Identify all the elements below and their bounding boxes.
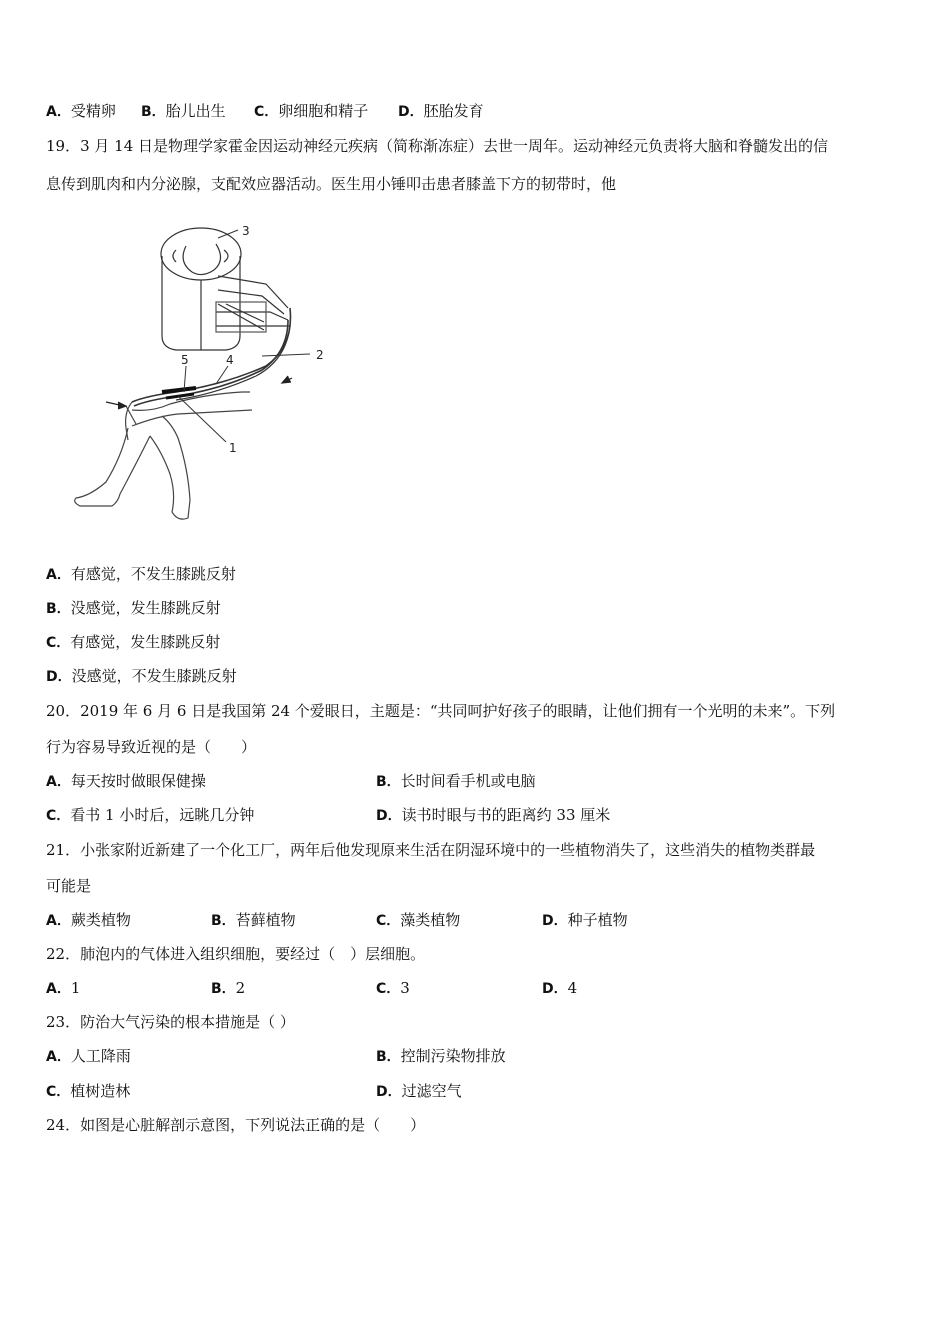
q21-option-c: C．藻类植物	[376, 911, 461, 929]
q22-option-b: B．2	[211, 979, 246, 997]
q22-option-c: C．3	[376, 979, 410, 997]
q20-option-c: C．看书 1 小时后，远眺几分钟	[46, 806, 255, 824]
q21-option-d: D．种子植物	[542, 911, 628, 929]
q24-stem: 24．如图是心脏解剖示意图，下列说法正确的是（ ）	[46, 1116, 426, 1134]
q21-option-b: B．苔藓植物	[211, 911, 296, 929]
q20-option-a: A．每天按时做眼保健操	[46, 772, 206, 790]
q19-option-a: A．有感觉，不发生膝跳反射	[46, 565, 236, 583]
figure-label-2: 2	[316, 348, 324, 362]
q23-option-a: A．人工降雨	[46, 1047, 131, 1065]
q21-option-a: A．蕨类植物	[46, 911, 131, 929]
knee-jerk-reflex-diagram	[66, 216, 336, 528]
q18-option-b: B．胎儿出生	[141, 102, 226, 120]
q20-option-d: D．读书时眼与书的距离约 33 厘米	[376, 806, 611, 824]
spinal-cord-illustration	[161, 228, 290, 350]
reflex-arc-nerves	[132, 308, 291, 406]
q21-stem-line1: 21．小张家附近新建了一个化工厂，两年后他发现原来生活在阴湿环境中的一些植物消失了，这些消失的植物类群最	[46, 841, 816, 859]
q22-option-a: A．1	[46, 979, 81, 997]
q19-option-c: C．有感觉，发生膝跳反射	[46, 633, 221, 651]
q19-stem-line2: 息传到肌肉和内分泌腺，支配效应器活动。医生用小锤叩击患者膝盖下方的韧带时，他	[46, 175, 617, 193]
figure-label-1: 1	[229, 441, 237, 455]
q23-option-d: D．过滤空气	[376, 1082, 462, 1100]
q22-option-d: D．4	[542, 979, 578, 997]
q19-stem-line1: 19．3 月 14 日是物理学家霍金因运动神经元疾病（简称渐冻症）去世一周年。运动神经元负责将大脑和脊髓发出的信	[46, 137, 829, 155]
q23-stem: 23．防治大气污染的根本措施是（ ）	[46, 1013, 295, 1031]
figure-label-5: 5	[181, 353, 189, 367]
q23-option-b: B．控制污染物排放	[376, 1047, 506, 1065]
q21-stem-line2: 可能是	[46, 877, 92, 895]
q19-option-d: D．没感觉，不发生膝跳反射	[46, 667, 237, 685]
leg-illustration	[75, 392, 252, 519]
q18-option-a: A．受精卵	[46, 102, 116, 120]
q23-option-c: C．植树造林	[46, 1082, 131, 1100]
figure-label-3: 3	[242, 224, 250, 238]
figure-label-4: 4	[226, 353, 234, 367]
q19-option-b: B．没感觉，发生膝跳反射	[46, 599, 221, 617]
q20-stem-line2: 行为容易导致近视的是（ ）	[46, 738, 257, 756]
q22-stem: 22．肺泡内的气体进入组织细胞，要经过（ ）层细胞。	[46, 945, 426, 963]
q18-option-d: D．胚胎发育	[398, 102, 484, 120]
q20-stem-line1: 20．2019 年 6 月 6 日是我国第 24 个爱眼日，主题是：“共同呵护好孩子的眼睛，让他们拥有一个光明的未来”。下列	[46, 702, 836, 720]
q20-option-b: B．长时间看手机或电脑	[376, 772, 536, 790]
q18-option-c: C．卵细胞和精子	[254, 102, 369, 120]
